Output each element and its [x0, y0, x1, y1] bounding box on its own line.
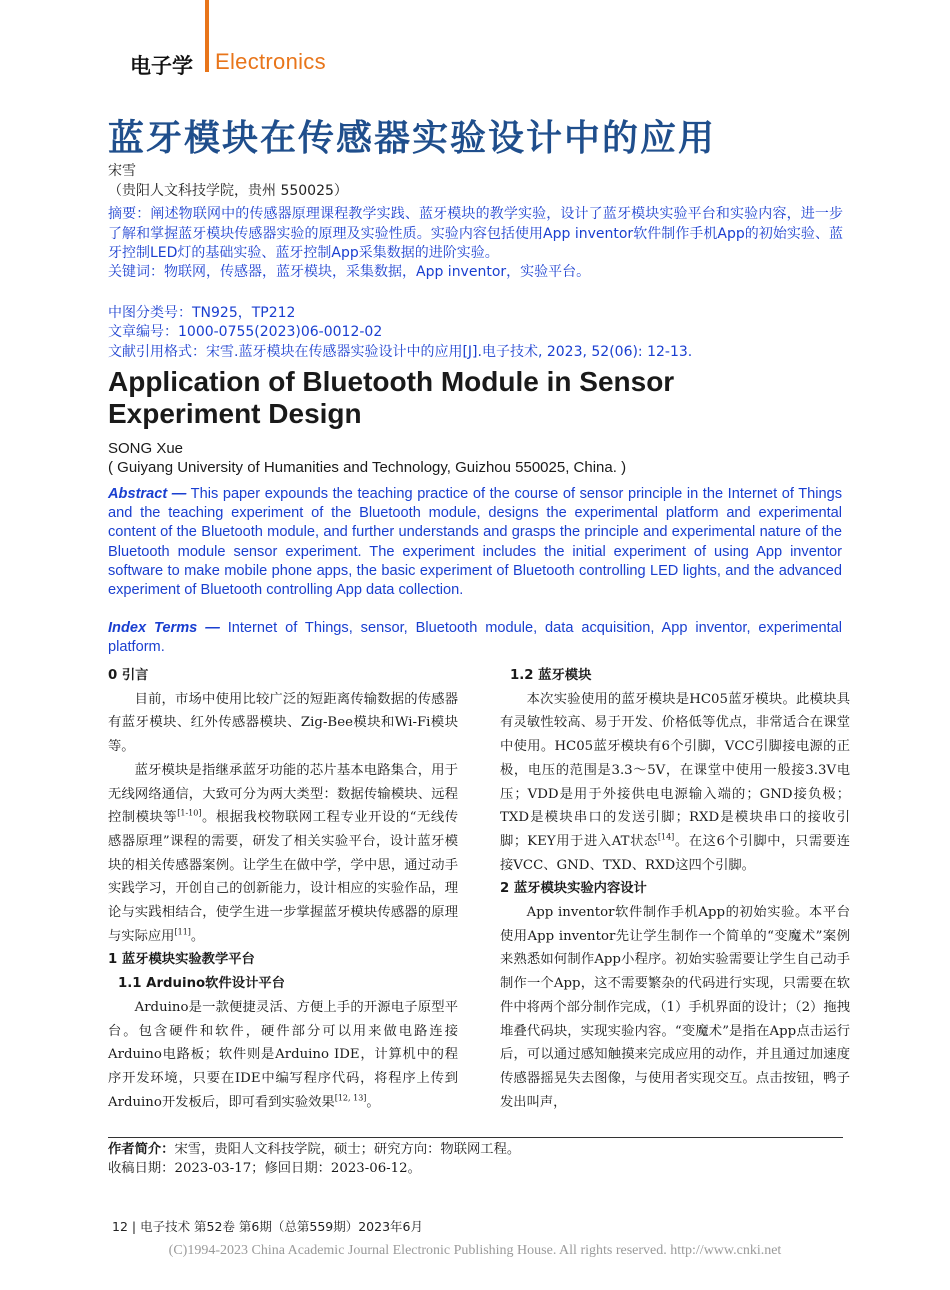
- author-bio-text: 宋雪，贵阳人文科技学院，硕士；研究方向：物联网工程。: [174, 1142, 521, 1157]
- abstract-cn: 摘要：阐述物联网中的传感器原理课程教学实践、蓝牙模块的教学实验，设计了蓝牙模块实验平台和实验内容，进一步了解和掌握蓝牙模块传感器实验的原理及实验性质。实验内容包括使用App inventor软件制作手机App的初始实验、蓝牙控制LED灯的基础实验、蓝牙控制App采集数据的进阶实验。: [108, 206, 843, 261]
- clc-number: 中图分类号：TN925，TP212: [108, 305, 296, 321]
- article-number: 文章编号：1000-0755(2023)06-0012-02: [108, 324, 383, 340]
- author-bio-label: 作者简介：: [108, 1142, 175, 1157]
- body-column-right: [500, 664, 850, 1114]
- affiliation-en: ( Guiyang University of Humanities and Technology, Guizhou 550025, China. ): [108, 459, 627, 476]
- header-accent-bar: [205, 0, 209, 72]
- text-run: 本次实验使用的蓝牙模块是HC05蓝牙模块。此模块具有灵敏性较高、易于开发、价格低等优点，非常适合在课堂中使用。HC05蓝牙模块有6个引脚，VCC引脚接电源的正极，电压的范围是3.3～5V，在课堂中使用一般接3.3V电压；VDD是用于外接供电电源输入端的；GND接负极；TXD是模块串口的发送引脚；RXD是模块串口的接收引脚；KEY用于进入AT状态: [500, 691, 850, 849]
- abstract-en-label: Abstract —: [108, 486, 187, 502]
- section-1-2-paragraph: [500, 688, 850, 878]
- paper-title-en: Application of Bluetooth Module in Sensor Experiment Design: [108, 366, 675, 429]
- body-column-left: [108, 664, 458, 1114]
- index-terms-en: [108, 619, 842, 657]
- section-label-cn: 电子学: [130, 54, 193, 78]
- section-1-1-paragraph: [108, 996, 458, 1115]
- section-2-paragraph: App inventor软件制作手机App的初始实验。本平台使用App inventor先让学生制作一个简单的“变魔术”案例来熟悉如何制作App小程序。初始实验需要让学生自己动手制作一个App，这不需要繁杂的代码进行实现，只需要在软件中将两个部分制作完成，（1）手机界面的设计；（2）拖拽堆叠代码块，实现实验内容。“变魔术”是指在App点击运行后，可以通过感知触摸来完成应用的动作，并且通过加速度传感器摇晃失去图像，与使用者实现交互。点击按钮，鸭子发出叫声，: [500, 905, 850, 1110]
- text-run: 蓝牙模块是指继承蓝牙功能的芯片基本电路集合，用于无线网络通信，大致可分为两大类型：数据传输模块、远程控制模块等: [108, 762, 458, 826]
- text-run: 。根据我校物联网工程专业开设的“无线传感器原理”课程的需要，研发了相关实验平台，设计蓝牙模块的相关传感器案例。让学生在做中学，学中思，通过动手实践学习，开创自己的创新能力，设计相应的实验作品，理论与实践相结合，使学生进一步掌握蓝牙模块传感器的原理与实际应用: [108, 810, 458, 944]
- author-bio: [108, 1140, 520, 1159]
- paper-title-cn: 蓝牙模块在传感器实验设计中的应用: [108, 118, 717, 159]
- section-0-heading: 0 引言: [108, 668, 149, 683]
- index-terms-label: Index Terms —: [108, 620, 220, 636]
- footnote-divider: [108, 1137, 843, 1138]
- abstract-en: [108, 485, 842, 600]
- citation-format: 文献引用格式：宋雪.蓝牙模块在传感器实验设计中的应用[J].电子技术, 2023, 52(06): 12-13.: [108, 344, 693, 360]
- text-run: 。: [366, 1094, 380, 1110]
- reference-mark: [11]: [174, 927, 191, 937]
- index-terms-text: Internet of Things, sensor, Bluetooth module, data acquisition, App inventor, experimental platform.: [108, 620, 842, 656]
- keywords-cn: 关键词：物联网，传感器，蓝牙模块，采集数据，App inventor，实验平台。: [108, 264, 591, 280]
- section-1-heading: 1 蓝牙模块实验教学平台: [108, 952, 255, 968]
- section-0-paragraph-2: [108, 759, 458, 949]
- abstract-en-text: This paper expounds the teaching practice of the course of sensor principle in the Internet of Things and the teaching experiment of the Bluetooth module, designs the experimental platform and experimental content of the Bluetooth module, and further understands and grasps the principle and experimental nature of the Bluetooth module sensor experiment. The experiment includes the initial experiment of using App inventor software to make mobile phone apps, the basic experiment of Bluetooth controlling LED lights, and the advanced experiment of Bluetooth controlling App data collection.: [108, 486, 842, 599]
- section-label-en: Electronics: [215, 49, 326, 74]
- section-1-2-heading: 1.2 蓝牙模块: [510, 668, 592, 683]
- section-0-paragraph-1: 目前，市场中使用比较广泛的短距离传输数据的传感器有蓝牙模块、红外传感器模块、Zig-Bee模块和Wi-Fi模块等。: [108, 691, 458, 755]
- affiliation-cn: （贵阳人文科技学院，贵州 550025）: [108, 183, 348, 199]
- text-run: 。在这6个引脚中，只需要连接VCC、GND、TXD、RXD这四个引脚。: [500, 833, 850, 873]
- text-run: Arduino是一款便捷灵活、方便上手的开源电子原型平台。包含硬件和软件，硬件部分可以用来做电路连接Arduino电路板；软件则是Arduino IDE，计算机中的程序开发环境，只要在IDE中编写程序代码，将程序上传到Arduino开发板后，即可看到实验效果: [108, 999, 458, 1110]
- section-2-heading: 2 蓝牙模块实验内容设计: [500, 881, 647, 897]
- page-footer: 12 | 电子技术 第52卷 第6期（总第559期）2023年6月: [112, 1219, 423, 1234]
- received-dates: 收稿日期：2023-03-17；修回日期：2023-06-12。: [108, 1161, 421, 1176]
- reference-mark: [1-10]: [177, 808, 202, 818]
- reference-mark: [14]: [657, 832, 675, 842]
- author-cn: 宋雪: [108, 163, 136, 179]
- section-1-1-heading: 1.1 Arduino软件设计平台: [118, 976, 285, 992]
- reference-mark: [12, 13]: [334, 1093, 367, 1103]
- copyright-watermark: (C)1994-2023 China Academic Journal Electronic Publishing House. All rights reserved. http://www.cnki.net: [168, 1243, 782, 1258]
- author-en: SONG Xue: [108, 440, 184, 457]
- text-run: 。: [190, 928, 205, 944]
